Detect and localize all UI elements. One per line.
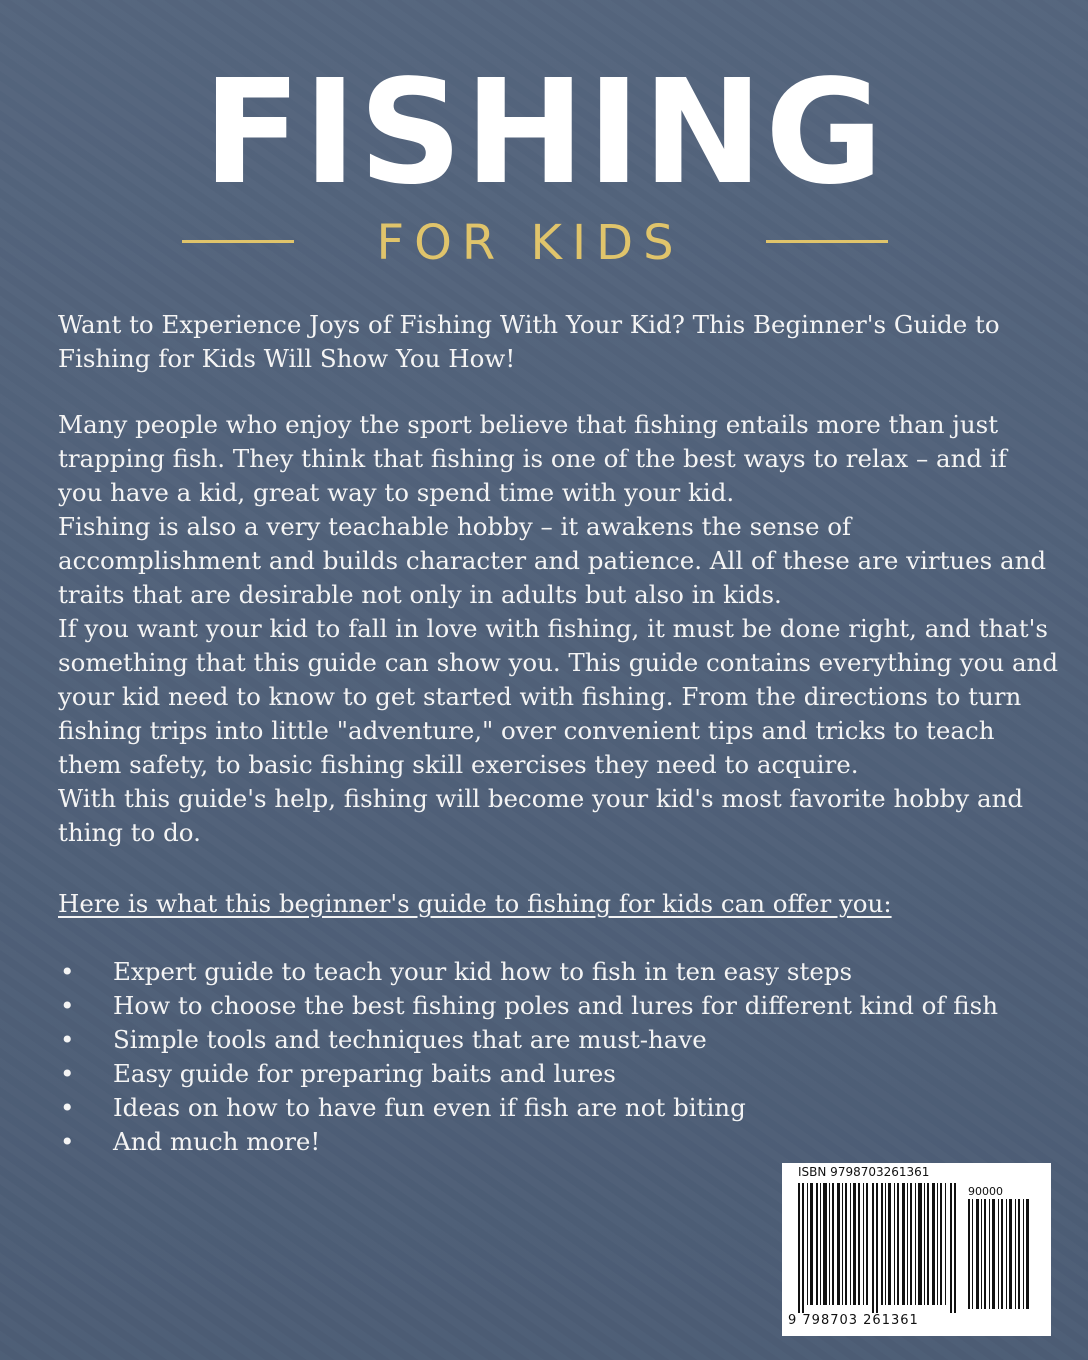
feature-list <box>58 955 1058 1159</box>
cover-title: FISHING <box>202 48 886 216</box>
list-item: • Expert guide to teach your kid how to fish in ten easy steps <box>58 955 1058 989</box>
price-barcode-icon <box>968 1199 1032 1309</box>
list-item: • And much more! <box>58 1125 1058 1159</box>
barcode-icon <box>798 1183 958 1313</box>
description-paragraph: Many people who enjoy the sport believe that fishing entails more than just trapping fish. They think that fishing is one of the best ways to relax – and if you have a kid, great way to spend time with your kid. Fishing is also a very teachable hobby – it awakens the sense of accomplishment and builds character and patience. All of these are virtues and traits that are desirable not only in adults but also in kids. If you want your kid to fall in love with fishing, it must be done right, and that's something that this guide can show you. This guide contains everything you and your kid need to know to get started with fishing. From the directions to turn fishing trips into little "adventure," over convenient tips and tricks to teach them safety, to basic fishing skill exercises they need to acquire. With this guide's help, fishing will become your kid's most favorite hobby and thing to do. <box>58 410 1059 847</box>
list-item: • How to choose the best fishing poles and lures for different kind of fish <box>58 989 1058 1023</box>
subtitle-row <box>0 214 1088 274</box>
price-code: 90000 <box>968 1185 1003 1198</box>
intro-text: Want to Experience Joys of Fishing With Your Kid? This Beginner's Guide to Fishing for Kids Will Show You How! <box>58 310 1000 373</box>
list-item: • Ideas on how to have fun even if fish are not biting <box>58 1091 1058 1125</box>
list-item: • Easy guide for preparing baits and lures <box>58 1057 1058 1091</box>
right-decorative-rule <box>766 240 888 243</box>
list-item: • Simple tools and techniques that are must-have <box>58 1023 1058 1057</box>
isbn-digits: 9 798703 261361 <box>788 1313 919 1328</box>
isbn-label: ISBN 9798703261361 <box>798 1165 930 1179</box>
cover-subtitle: FOR KIDS <box>376 215 684 271</box>
offer-heading: Here is what this beginner's guide to fishing for kids can offer you: <box>58 889 892 918</box>
left-decorative-rule <box>182 240 294 243</box>
isbn-barcode-box <box>782 1163 1051 1336</box>
